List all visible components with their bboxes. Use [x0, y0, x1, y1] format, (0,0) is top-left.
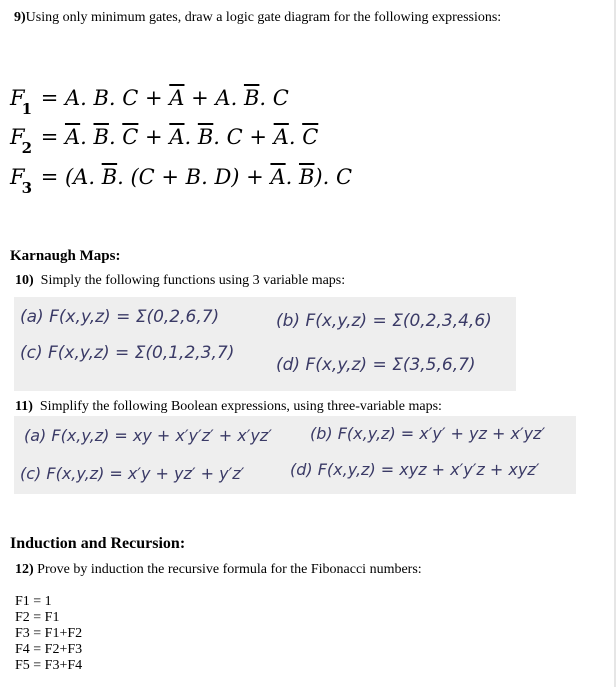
function-a: (a) F(x,y,z) = Σ(0,2,6,7)	[20, 307, 220, 327]
complemented-term: $\overline{A}$	[169, 125, 185, 149]
question-number: 10)	[15, 273, 34, 288]
expression-term: .	[285, 165, 299, 189]
question-number: 9)	[14, 10, 26, 25]
equation-f3	[10, 165, 353, 197]
function-b: (b) F(x,y,z) = Σ(0,2,3,4,6)	[276, 311, 492, 331]
complemented-term: $\overline{A}$	[270, 165, 286, 189]
equation-f1	[10, 86, 289, 118]
expression-d: (d) F(x,y,z) = xyz + x′y′z + xyz′	[290, 460, 540, 479]
question-text: Prove by induction the recursive formula for the Fibonacci numbers:	[37, 562, 422, 577]
equals-sign: =	[34, 125, 65, 149]
complemented-term: $\overline{A}$	[169, 86, 185, 110]
expression-term: ). C	[314, 165, 353, 189]
question-number: 11)	[15, 399, 33, 414]
expression-term: . C	[259, 86, 289, 110]
equation-f2	[10, 125, 319, 157]
complemented-term: $\overline{A}$	[64, 125, 81, 149]
equals-sign: =	[34, 165, 65, 189]
question-12	[15, 562, 422, 578]
function-subscript: 1	[21, 100, 33, 118]
handwritten-image-q11	[14, 416, 576, 494]
question-9	[14, 10, 501, 26]
expression-term: + A.	[184, 86, 244, 110]
expression-term: A. B. C +	[64, 86, 170, 110]
equals-sign: =	[34, 86, 65, 110]
expression-term: . C +	[213, 125, 274, 149]
fibonacci-line: F1 = 1	[15, 594, 52, 609]
question-10	[15, 273, 345, 289]
complemented-term: $\overline{B}$	[101, 165, 118, 189]
karnaugh-heading: Karnaugh Maps:	[10, 248, 121, 264]
fibonacci-line: F2 = F1	[15, 610, 60, 625]
question-number: 12)	[15, 562, 34, 577]
complemented-term: $\overline{B}$	[197, 125, 214, 149]
complemented-term: $\overline{C}$	[122, 125, 139, 149]
expression-term: .	[80, 125, 94, 149]
handwritten-image-q10	[14, 297, 516, 391]
expression-term: (A.	[64, 165, 102, 189]
question-text: Simplify the following Boolean expressions, using three-variable maps:	[39, 399, 442, 414]
complemented-term: $\overline{B}$	[93, 125, 109, 149]
complemented-term: $\overline{C}$	[302, 125, 319, 149]
expression-term: .	[288, 125, 303, 149]
complemented-term: $\overline{B}$	[243, 86, 260, 110]
induction-heading: Induction and Recursion:	[10, 535, 186, 552]
question-11	[15, 399, 442, 415]
function-name: F	[10, 165, 25, 189]
expression-b: (b) F(x,y,z) = x′y′ + yz + x′yz′	[310, 424, 546, 443]
expression-a: (a) F(x,y,z) = xy + x′y′z′ + x′yz′	[24, 426, 272, 445]
question-text: Simply the following functions using 3 variable maps:	[40, 273, 346, 288]
fibonacci-line: F3 = F1+F2	[15, 626, 83, 641]
expression-term: . (C + B. D) +	[117, 165, 271, 189]
question-text: Using only minimum gates, draw a logic gate diagram for the following expressions:	[25, 10, 502, 25]
function-subscript: 3	[21, 179, 33, 197]
complemented-term: $\overline{B}$	[298, 165, 315, 189]
function-d: (d) F(x,y,z) = Σ(3,5,6,7)	[276, 355, 476, 375]
function-c: (c) F(x,y,z) = Σ(0,1,2,3,7)	[20, 343, 235, 363]
expression-term: .	[108, 125, 123, 149]
complemented-term: $\overline{A}$	[273, 125, 289, 149]
expression-c: (c) F(x,y,z) = x′y + yz′ + y′z′	[20, 464, 245, 483]
fibonacci-line: F5 = F3+F4	[15, 658, 83, 673]
expression-term: +	[138, 125, 170, 149]
fibonacci-line: F4 = F2+F3	[15, 642, 83, 657]
function-name: F	[10, 86, 25, 110]
function-subscript: 2	[21, 139, 33, 157]
fibonacci-list	[15, 594, 82, 674]
function-name: F	[10, 125, 25, 149]
expression-term: .	[184, 125, 198, 149]
